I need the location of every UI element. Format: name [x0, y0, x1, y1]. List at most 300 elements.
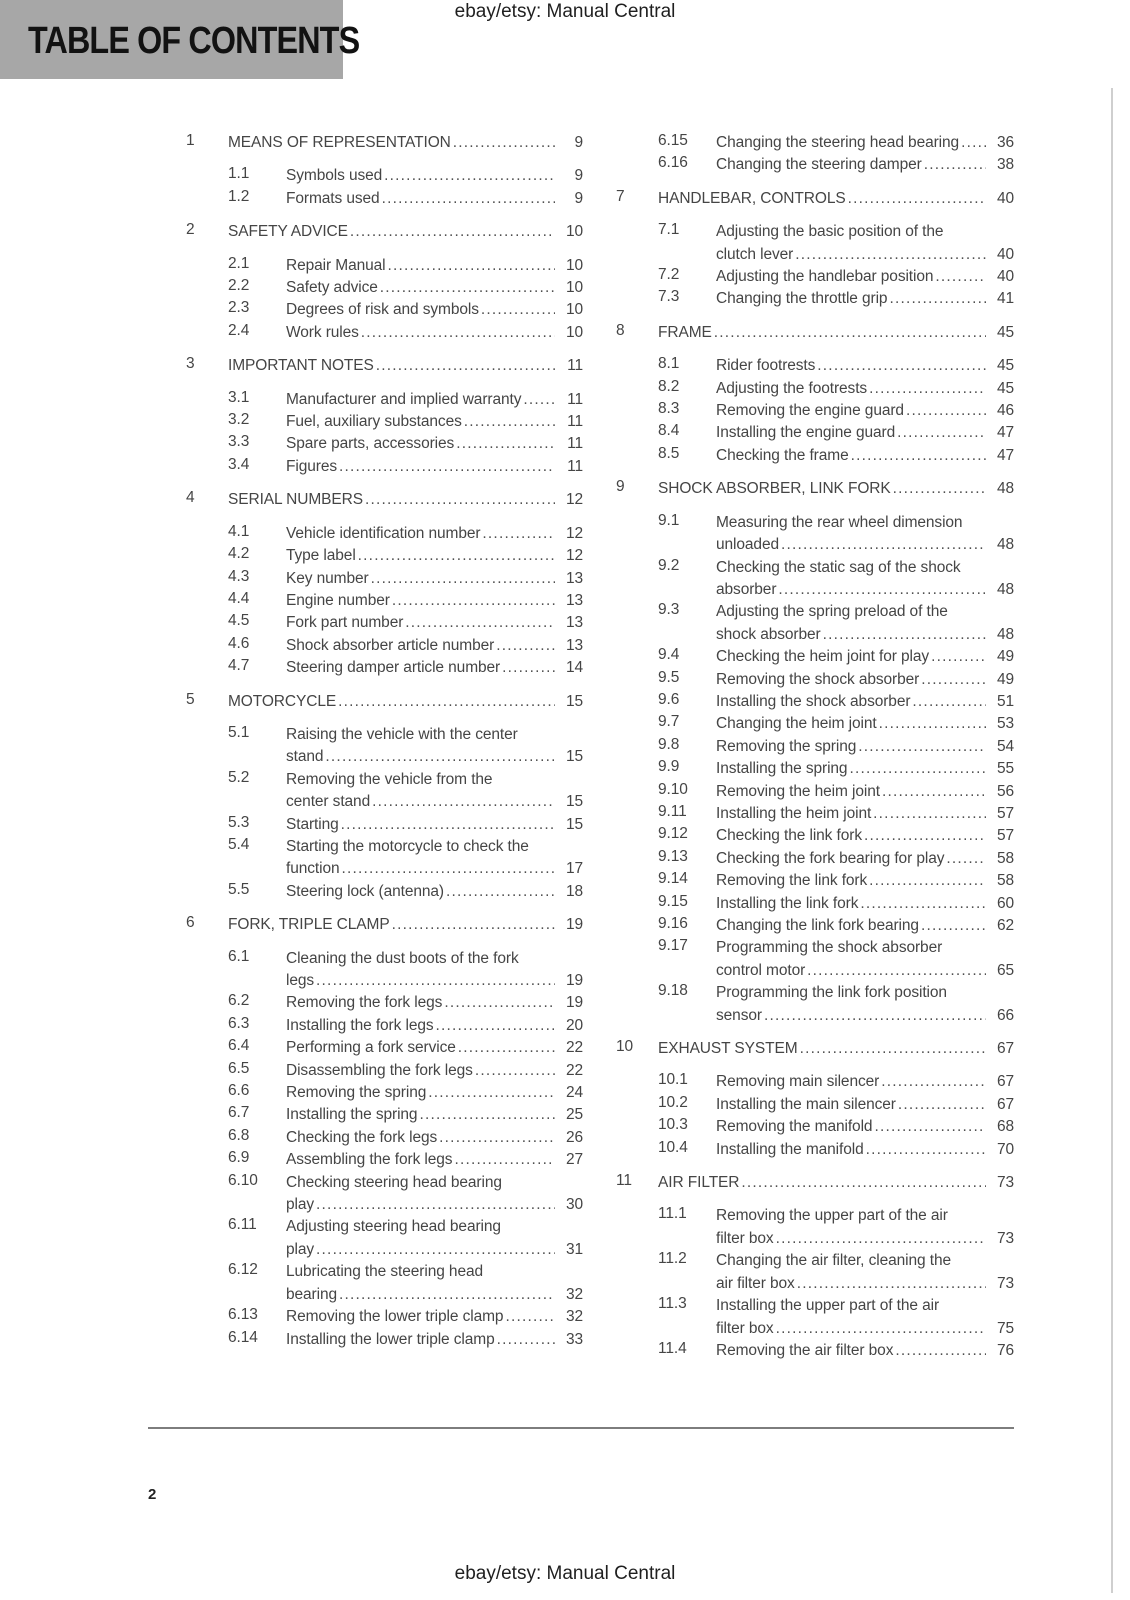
- item-title: Shock absorber article number: [286, 636, 495, 654]
- page-ref: 55: [996, 760, 1014, 778]
- dot-leader: [316, 1239, 555, 1261]
- item-number: 5.5: [228, 880, 250, 898]
- page-ref: 75: [996, 1319, 1014, 1337]
- toc-item: [186, 1261, 583, 1306]
- toc-item: [616, 266, 1014, 288]
- dot-leader: [382, 188, 555, 210]
- toc-section: [616, 322, 1014, 467]
- dot-leader: [505, 1306, 555, 1328]
- dot-leader: [341, 814, 555, 836]
- toc-item: [616, 781, 1014, 803]
- item-title: Work rules: [286, 323, 359, 341]
- item-title: bearing: [286, 1285, 338, 1303]
- dot-leader: [497, 1329, 555, 1351]
- item-title: Installing the manifold: [716, 1140, 864, 1158]
- item-number: 9.6: [658, 690, 680, 708]
- item-title: Checking the frame: [716, 446, 849, 464]
- page-ref: 15: [565, 815, 583, 833]
- item-number: 7.2: [658, 266, 680, 284]
- dot-leader: [741, 1172, 986, 1194]
- item-title: Removing the manifold: [716, 1118, 873, 1136]
- page-ref: 40: [996, 245, 1014, 263]
- item-title: Disassembling the fork legs: [286, 1061, 473, 1079]
- toc-item: [616, 288, 1014, 310]
- item-number: 7.3: [658, 288, 680, 306]
- toc-item: [616, 512, 1014, 557]
- page-ref: 36: [996, 134, 1014, 151]
- toc-item: [616, 1205, 1014, 1250]
- item-title: play: [286, 1196, 315, 1214]
- toc-item: [616, 758, 1014, 780]
- dot-leader: [475, 1060, 555, 1082]
- toc-section-heading: [186, 691, 583, 713]
- dot-leader: [496, 635, 555, 657]
- page-title: TABLE OF CONTENTS: [28, 20, 360, 62]
- page-ref: 9: [574, 189, 583, 207]
- footer-page-number: 2: [148, 1486, 157, 1503]
- page-ref: 53: [996, 715, 1014, 733]
- toc-item: [616, 132, 1014, 154]
- item-number: 9.18: [658, 982, 688, 1000]
- dot-leader: [851, 445, 986, 467]
- toc-section-heading: [186, 132, 583, 154]
- item-title: Symbols used: [286, 167, 383, 185]
- toc-item: [186, 1127, 583, 1149]
- dot-leader: [866, 1139, 986, 1161]
- section-title: SAFETY ADVICE: [228, 223, 348, 241]
- toc-item: [616, 601, 1014, 646]
- dot-leader: [800, 1038, 986, 1060]
- toc-section-heading: [616, 478, 1014, 500]
- dot-leader: [456, 433, 555, 455]
- item-title: Installing the engine guard: [716, 424, 896, 442]
- dot-leader: [935, 266, 986, 288]
- dot-leader: [848, 188, 986, 210]
- page-ref: 65: [996, 961, 1014, 979]
- page-ref: 67: [996, 1040, 1014, 1058]
- header-site-label: ebay/etsy: Manual Central: [454, 1, 676, 22]
- page-ref: 54: [996, 737, 1014, 755]
- item-title: Programming the link fork position: [716, 984, 947, 1002]
- section-number: 4: [186, 489, 195, 507]
- dot-leader: [523, 389, 555, 411]
- item-title: Installing the spring: [286, 1106, 418, 1124]
- section-title: MOTORCYCLE: [228, 692, 337, 710]
- page-ref: 15: [565, 748, 583, 766]
- page-ref: 32: [565, 1285, 583, 1303]
- section-number: 11: [616, 1172, 632, 1190]
- section-number: 1: [186, 132, 195, 149]
- toc-item: [186, 322, 583, 344]
- toc-item: [186, 724, 583, 769]
- toc-item: [186, 1172, 583, 1217]
- page-ref: 49: [996, 648, 1014, 666]
- page-ref: 11: [567, 390, 583, 408]
- item-title: shock absorber: [716, 625, 821, 643]
- item-number: 2.3: [228, 299, 250, 317]
- item-title: Programming the shock absorber: [716, 939, 943, 957]
- page-ref: 45: [996, 379, 1014, 397]
- toc-section-heading: [186, 221, 583, 243]
- toc-item: [616, 982, 1014, 1027]
- dot-leader: [392, 914, 555, 936]
- item-number: 10.2: [658, 1093, 688, 1111]
- page-ref: 38: [996, 156, 1014, 174]
- section-title: MEANS OF REPRESENTATION: [228, 134, 451, 151]
- toc-item: [616, 445, 1014, 467]
- item-number: 10.4: [658, 1138, 688, 1156]
- footer-site-label: ebay/etsy: Manual Central: [454, 1563, 676, 1584]
- page-ref: 31: [565, 1240, 583, 1258]
- toc-item: [616, 355, 1014, 377]
- footer-divider-rule: [148, 1427, 1014, 1429]
- item-title: air filter box: [716, 1274, 795, 1292]
- dot-leader: [446, 881, 555, 903]
- dot-leader: [924, 154, 986, 176]
- page-ref: 10: [565, 301, 583, 319]
- toc-item: [616, 1094, 1014, 1116]
- toc-section: [616, 1172, 1014, 1362]
- page-ref: 67: [996, 1073, 1014, 1091]
- page-ref: 48: [996, 536, 1014, 554]
- dot-leader: [714, 322, 986, 344]
- dot-leader: [384, 165, 555, 187]
- dot-leader: [419, 1104, 555, 1126]
- page-ref: 10: [565, 223, 583, 241]
- toc-item: [616, 422, 1014, 444]
- item-title: Checking the heim joint for play: [716, 648, 930, 666]
- toc-item: [186, 1082, 583, 1104]
- dot-leader: [444, 992, 555, 1014]
- toc-item: [186, 1149, 583, 1171]
- toc-column-right: [616, 132, 1014, 1362]
- item-title: Removing the vehicle from the: [286, 770, 493, 788]
- dot-leader: [778, 579, 986, 601]
- page-ref: 48: [996, 625, 1014, 643]
- dot-leader: [921, 669, 986, 691]
- item-title: Adjusting the spring preload of the: [716, 603, 948, 621]
- page-ref: 13: [565, 614, 583, 632]
- dot-leader: [388, 255, 555, 277]
- page-ref: 66: [996, 1006, 1014, 1024]
- toc-item: [186, 948, 583, 993]
- page-ref: 33: [565, 1330, 583, 1348]
- item-number: 2.4: [228, 321, 250, 339]
- item-number: 6.12: [228, 1261, 258, 1279]
- item-number: 9.8: [658, 735, 680, 753]
- toc-section: [186, 221, 583, 344]
- item-number: 9.9: [658, 758, 680, 776]
- item-number: 9.7: [658, 713, 680, 731]
- dot-leader: [882, 781, 986, 803]
- toc-item: [186, 836, 583, 881]
- page-ref: 56: [996, 782, 1014, 800]
- item-title: Adjusting the basic position of the: [716, 223, 944, 241]
- section-title: AIR FILTER: [658, 1174, 740, 1192]
- dot-leader: [350, 221, 555, 243]
- page-ref: 40: [996, 189, 1014, 207]
- page-ref: 22: [565, 1061, 583, 1079]
- page-ref: 45: [996, 357, 1014, 375]
- toc-section-heading: [616, 188, 1014, 210]
- section-title: FRAME: [658, 323, 712, 341]
- toc-section: [186, 914, 583, 1351]
- item-number: 2.1: [228, 254, 250, 272]
- item-title: Fuel, auxiliary substances: [286, 413, 462, 431]
- dot-leader: [502, 657, 555, 679]
- item-title: unloaded: [716, 536, 779, 554]
- item-title: Manufacturer and implied warranty: [286, 390, 522, 408]
- item-title: Assembling the fork legs: [286, 1151, 453, 1169]
- dot-leader: [316, 1194, 555, 1216]
- dot-leader: [860, 893, 986, 915]
- item-number: 6.11: [228, 1216, 257, 1234]
- item-title: Adjusting steering head bearing: [286, 1218, 501, 1236]
- toc-section: [616, 478, 1014, 1027]
- section-title: SHOCK ABSORBER, LINK FORK: [658, 480, 891, 498]
- toc-item: [186, 769, 583, 814]
- item-number: 9.17: [658, 937, 688, 955]
- item-number: 5.4: [228, 835, 250, 853]
- toc-item: [186, 433, 583, 455]
- item-number: 4.4: [228, 589, 250, 607]
- item-number: 9.11: [658, 802, 687, 820]
- toc-section-heading: [186, 914, 583, 936]
- page-ref: 18: [565, 882, 583, 900]
- item-title: Steering damper article number: [286, 659, 501, 677]
- dot-leader: [889, 288, 986, 310]
- item-title: legs: [286, 972, 315, 989]
- page-ref: 45: [996, 323, 1014, 341]
- item-title: sensor: [716, 1006, 762, 1024]
- toc-item: [186, 165, 583, 187]
- item-title: Changing the throttle grip: [716, 290, 888, 308]
- page-ref: 13: [565, 569, 583, 587]
- item-title: Removing the heim joint: [716, 782, 880, 800]
- page-ref: 10: [565, 279, 583, 297]
- toc-item: [186, 992, 583, 1014]
- page-ref: 26: [565, 1128, 583, 1146]
- page-ref: 73: [996, 1274, 1014, 1292]
- dot-leader: [464, 411, 555, 433]
- dot-leader: [797, 1273, 986, 1295]
- section-number: 8: [616, 321, 625, 339]
- dot-leader: [325, 746, 555, 768]
- dot-leader: [897, 422, 986, 444]
- page-ref: 30: [565, 1196, 583, 1214]
- title-box: [0, 0, 360, 79]
- item-title: Changing the steering damper: [716, 156, 922, 174]
- dot-leader: [776, 1318, 986, 1340]
- toc-item: [186, 635, 583, 657]
- toc-item: [186, 612, 583, 634]
- dot-leader: [864, 825, 986, 847]
- toc-item: [186, 1037, 583, 1059]
- scan-edge-line: [1111, 88, 1113, 1593]
- item-number: 6.9: [228, 1149, 250, 1167]
- toc-item: [616, 915, 1014, 937]
- item-title: Rider footrests: [716, 357, 816, 375]
- toc-item: [186, 568, 583, 590]
- item-number: 6.7: [228, 1104, 250, 1122]
- section-number: 2: [186, 221, 195, 239]
- item-title: Performing a fork service: [286, 1039, 456, 1057]
- dot-leader: [361, 322, 555, 344]
- dot-leader: [879, 713, 986, 735]
- item-title: Installing the shock absorber: [716, 692, 911, 710]
- item-number: 4.1: [228, 522, 250, 540]
- toc-item: [616, 646, 1014, 668]
- page-ref: 27: [565, 1151, 583, 1169]
- dot-leader: [881, 1071, 986, 1093]
- item-number: 6.13: [228, 1306, 258, 1324]
- item-number: 8.3: [658, 400, 680, 418]
- page-ref: 49: [996, 670, 1014, 688]
- item-title: Installing the lower triple clamp: [286, 1330, 495, 1348]
- page-ref: 60: [996, 894, 1014, 912]
- toc-section-heading: [616, 1038, 1014, 1060]
- toc-item: [186, 1329, 583, 1351]
- section-title: FORK, TRIPLE CLAMP: [228, 916, 390, 934]
- item-number: 1.1: [228, 165, 250, 183]
- dot-leader: [339, 1284, 555, 1306]
- item-number: 8.2: [658, 377, 680, 395]
- item-title: Installing the main silencer: [716, 1095, 896, 1113]
- dot-leader: [453, 132, 555, 154]
- item-title: play: [286, 1240, 315, 1258]
- item-number: 8.5: [658, 444, 680, 462]
- item-number: 9.3: [658, 601, 680, 619]
- dot-leader: [358, 545, 555, 567]
- item-title: Installing the heim joint: [716, 804, 872, 822]
- toc-item: [186, 1216, 583, 1261]
- item-title: Raising the vehicle with the center: [286, 725, 518, 743]
- toc-section-heading: [616, 322, 1014, 344]
- dot-leader: [342, 858, 556, 880]
- item-number: 6.5: [228, 1059, 250, 1077]
- toc-item: [186, 523, 583, 545]
- item-title: Adjusting the footrests: [716, 379, 868, 397]
- toc-section-heading: [186, 355, 583, 377]
- item-number: 5.2: [228, 768, 250, 786]
- toc-item: [186, 1015, 583, 1037]
- item-number: 11.3: [658, 1295, 687, 1313]
- item-title: Starting: [286, 815, 339, 833]
- item-title: Engine number: [286, 591, 390, 609]
- item-title: Removing the spring: [716, 737, 857, 755]
- item-title: stand: [286, 748, 324, 766]
- item-number: 11.2: [658, 1250, 687, 1268]
- item-number: 8.1: [658, 355, 680, 373]
- page-ref: 14: [565, 659, 583, 677]
- item-number: 6.10: [228, 1171, 258, 1189]
- page-ref: 76: [996, 1341, 1014, 1359]
- item-number: 9.4: [658, 646, 680, 664]
- item-title: Checking the fork legs: [286, 1128, 438, 1146]
- page-ref: 20: [565, 1016, 583, 1034]
- toc-item: [616, 154, 1014, 176]
- toc-item: [616, 669, 1014, 691]
- item-title: Cleaning the dust boots of the fork: [286, 949, 519, 967]
- section-title: EXHAUST SYSTEM: [658, 1040, 798, 1058]
- dot-leader: [439, 1127, 555, 1149]
- section-title: IMPORTANT NOTES: [228, 357, 374, 375]
- item-title: Installing the link fork: [716, 894, 859, 912]
- item-title: Steering lock (antenna): [286, 882, 444, 900]
- page-ref: 46: [996, 402, 1014, 420]
- toc-item: [186, 389, 583, 411]
- page-ref: 73: [996, 1229, 1014, 1247]
- page-ref: 11: [567, 435, 583, 453]
- toc-item: [616, 870, 1014, 892]
- section-number: 3: [186, 355, 195, 373]
- section-number: 5: [186, 690, 195, 708]
- dot-leader: [906, 400, 986, 422]
- item-title: Starting the motorcycle to check the: [286, 837, 529, 855]
- page-ref: 19: [565, 972, 583, 989]
- page-ref: 68: [996, 1118, 1014, 1136]
- page-ref: 47: [996, 424, 1014, 442]
- toc-section: [616, 132, 1014, 177]
- dot-leader: [912, 691, 986, 713]
- dot-leader: [428, 1082, 555, 1104]
- toc-item: [616, 736, 1014, 758]
- dot-leader: [338, 691, 555, 713]
- page-ref: 13: [565, 591, 583, 609]
- item-number: 6.2: [228, 992, 250, 1010]
- item-number: 2.2: [228, 277, 250, 295]
- item-title: Repair Manual: [286, 256, 386, 274]
- dot-leader: [458, 1037, 555, 1059]
- page-ref: 9: [574, 167, 583, 185]
- toc-item: [186, 545, 583, 567]
- item-title: Removing the lower triple clamp: [286, 1308, 504, 1326]
- page-ref: 40: [996, 268, 1014, 286]
- page-ref: 9: [574, 134, 583, 151]
- toc-item: [186, 1060, 583, 1082]
- toc-item: [186, 657, 583, 679]
- item-title: Figures: [286, 457, 337, 475]
- item-title: Degrees of risk and symbols: [286, 301, 479, 319]
- item-title: Adjusting the handlebar position: [716, 268, 934, 286]
- dot-leader: [454, 1149, 555, 1171]
- toc-item: [186, 411, 583, 433]
- toc-section: [186, 489, 583, 679]
- item-number: 9.5: [658, 668, 680, 686]
- item-title: Changing the heim joint: [716, 715, 877, 733]
- dot-leader: [795, 244, 986, 266]
- item-title: Removing the air filter box: [716, 1341, 894, 1359]
- item-number: 4.2: [228, 545, 250, 563]
- section-number: 6: [186, 914, 195, 932]
- item-number: 5.1: [228, 723, 250, 741]
- item-number: 4.6: [228, 634, 250, 652]
- toc-item: [186, 456, 583, 478]
- dot-leader: [858, 736, 986, 758]
- item-title: absorber: [716, 580, 777, 598]
- toc-item: [616, 1340, 1014, 1362]
- dot-leader: [392, 590, 555, 612]
- item-title: clutch lever: [716, 245, 794, 263]
- dot-leader: [764, 1005, 986, 1027]
- dot-leader: [405, 612, 555, 634]
- item-number: 6.4: [228, 1037, 250, 1055]
- item-title: Vehicle identification number: [286, 524, 481, 542]
- dot-leader: [365, 489, 555, 511]
- page-ref: 15: [565, 692, 583, 710]
- page-ref: 12: [565, 491, 583, 509]
- toc-section: [186, 691, 583, 904]
